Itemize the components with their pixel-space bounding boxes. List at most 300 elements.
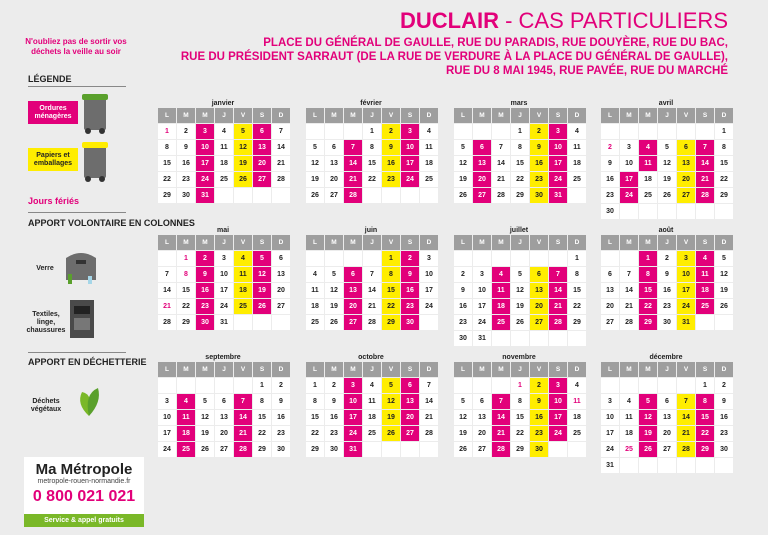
day-cell: 11 <box>568 394 586 409</box>
day-cell: 6 <box>272 251 290 266</box>
empty-cell <box>420 315 438 330</box>
day-cell: 3 <box>473 267 491 282</box>
day-cell: 3 <box>549 124 567 139</box>
day-cell: 24 <box>549 172 567 187</box>
day-cell: 18 <box>215 156 233 171</box>
weekday-header: D <box>568 362 586 377</box>
day-cell: 28 <box>492 442 510 457</box>
day-cell: 18 <box>492 299 510 314</box>
day-cell: 1 <box>177 251 195 266</box>
day-cell: 22 <box>511 172 529 187</box>
day-cell: 27 <box>272 299 290 314</box>
empty-cell <box>401 442 419 457</box>
grey-bin-icon <box>82 92 110 134</box>
day-cell: 31 <box>344 442 362 457</box>
day-cell: 3 <box>158 394 176 409</box>
month-grid <box>601 235 733 330</box>
day-cell: 10 <box>473 283 491 298</box>
day-cell: 3 <box>677 251 695 266</box>
day-cell: 3 <box>344 378 362 393</box>
day-cell: 29 <box>382 315 400 330</box>
day-cell: 13 <box>530 283 548 298</box>
day-cell: 11 <box>177 410 195 425</box>
day-cell: 23 <box>454 315 472 330</box>
empty-cell <box>492 331 510 346</box>
weekday-header: M <box>639 108 657 123</box>
day-cell: 10 <box>344 394 362 409</box>
day-cell: 8 <box>306 394 324 409</box>
day-cell: 8 <box>177 267 195 282</box>
empty-cell <box>639 458 657 473</box>
day-cell: 28 <box>420 426 438 441</box>
month-9 <box>306 353 436 457</box>
day-cell: 24 <box>401 172 419 187</box>
weekday-header: S <box>549 108 567 123</box>
weekday-header: L <box>454 362 472 377</box>
empty-cell <box>272 188 290 203</box>
day-cell: 6 <box>401 378 419 393</box>
weekday-header: M <box>325 362 343 377</box>
day-cell: 21 <box>696 172 714 187</box>
logo-phone: 0 800 021 021 <box>32 488 136 505</box>
day-cell: 22 <box>696 426 714 441</box>
weekday-header: M <box>344 108 362 123</box>
empty-cell <box>568 442 586 457</box>
month-grid <box>158 108 290 203</box>
day-cell: 9 <box>177 140 195 155</box>
day-cell: 19 <box>325 299 343 314</box>
day-cell: 8 <box>511 140 529 155</box>
month-10 <box>454 353 584 457</box>
weekday-header: S <box>401 108 419 123</box>
weekday-header: D <box>420 362 438 377</box>
day-cell: 4 <box>639 140 657 155</box>
day-cell: 14 <box>549 283 567 298</box>
day-cell: 17 <box>601 426 619 441</box>
day-cell: 4 <box>306 267 324 282</box>
weekday-header: L <box>306 108 324 123</box>
day-cell: 22 <box>511 426 529 441</box>
empty-cell <box>620 378 638 393</box>
month-6 <box>454 226 584 346</box>
day-cell: 31 <box>677 315 695 330</box>
day-cell: 25 <box>696 299 714 314</box>
empty-cell <box>677 204 695 219</box>
weekday-header: D <box>272 108 290 123</box>
day-cell: 30 <box>601 204 619 219</box>
weekday-header: V <box>530 362 548 377</box>
empty-cell <box>234 378 252 393</box>
weekday-header: M <box>344 362 362 377</box>
day-cell: 4 <box>215 124 233 139</box>
empty-cell <box>549 331 567 346</box>
day-cell: 7 <box>344 140 362 155</box>
weekday-header: M <box>473 108 491 123</box>
day-cell: 25 <box>568 426 586 441</box>
empty-cell <box>158 378 176 393</box>
day-cell: 23 <box>272 426 290 441</box>
day-cell: 2 <box>658 251 676 266</box>
day-cell: 28 <box>363 315 381 330</box>
day-cell: 8 <box>363 140 381 155</box>
weekday-header: M <box>196 235 214 250</box>
day-cell: 28 <box>344 188 362 203</box>
month-grid <box>601 362 733 473</box>
day-cell: 25 <box>363 426 381 441</box>
empty-cell <box>158 251 176 266</box>
weekday-header: D <box>568 108 586 123</box>
day-cell: 22 <box>382 299 400 314</box>
day-cell: 21 <box>420 410 438 425</box>
month-grid <box>306 108 438 203</box>
day-cell: 23 <box>325 426 343 441</box>
day-cell: 2 <box>530 124 548 139</box>
day-cell: 30 <box>401 315 419 330</box>
day-cell: 2 <box>601 140 619 155</box>
weekday-header: L <box>306 235 324 250</box>
day-cell: 11 <box>215 140 233 155</box>
day-cell: 2 <box>530 378 548 393</box>
textile-container-icon <box>68 298 96 340</box>
day-cell: 7 <box>272 124 290 139</box>
day-cell: 24 <box>549 426 567 441</box>
day-cell: 24 <box>158 442 176 457</box>
empty-cell <box>530 331 548 346</box>
day-cell: 2 <box>401 251 419 266</box>
day-cell: 1 <box>158 124 176 139</box>
day-cell: 22 <box>363 172 381 187</box>
day-cell: 16 <box>196 283 214 298</box>
day-cell: 1 <box>568 251 586 266</box>
day-cell: 27 <box>401 426 419 441</box>
month-grid <box>306 235 438 330</box>
day-cell: 6 <box>677 140 695 155</box>
day-cell: 20 <box>272 283 290 298</box>
day-cell: 29 <box>158 188 176 203</box>
empty-cell <box>177 378 195 393</box>
day-cell: 8 <box>253 394 271 409</box>
day-cell: 29 <box>253 442 271 457</box>
day-cell: 2 <box>382 124 400 139</box>
day-cell: 19 <box>639 426 657 441</box>
weekday-header: M <box>492 362 510 377</box>
weekday-header: M <box>620 235 638 250</box>
decheterie-title: APPORT EN DÉCHETTERIE <box>28 357 147 367</box>
weekday-header: V <box>234 108 252 123</box>
weekday-header: M <box>196 362 214 377</box>
empty-cell <box>549 442 567 457</box>
weekday-header: M <box>196 108 214 123</box>
weekday-header: J <box>658 108 676 123</box>
day-cell: 13 <box>215 410 233 425</box>
day-cell: 16 <box>382 156 400 171</box>
empty-cell <box>234 315 252 330</box>
empty-cell <box>420 188 438 203</box>
day-cell: 6 <box>325 140 343 155</box>
day-cell: 21 <box>492 172 510 187</box>
weekday-header: J <box>658 362 676 377</box>
day-cell: 5 <box>715 251 733 266</box>
day-cell: 29 <box>511 442 529 457</box>
day-cell: 7 <box>420 378 438 393</box>
dechets-verts-label: Déchets végétaux <box>30 398 62 413</box>
day-cell: 14 <box>363 283 381 298</box>
day-cell: 4 <box>234 251 252 266</box>
weekday-header: J <box>511 362 529 377</box>
day-cell: 21 <box>677 426 695 441</box>
legend-title: LÉGENDE <box>28 74 72 84</box>
day-cell: 4 <box>420 124 438 139</box>
day-cell: 20 <box>601 299 619 314</box>
day-cell: 20 <box>473 426 491 441</box>
weekday-header: D <box>420 235 438 250</box>
day-cell: 16 <box>454 299 472 314</box>
empty-cell <box>658 458 676 473</box>
weekday-header: M <box>473 235 491 250</box>
day-cell: 25 <box>234 299 252 314</box>
title-city: DUCLAIR <box>399 8 499 33</box>
legend-papiers: Papiers et emballages <box>28 148 78 171</box>
day-cell: 20 <box>530 299 548 314</box>
day-cell: 8 <box>158 140 176 155</box>
day-cell: 27 <box>325 188 343 203</box>
day-cell: 31 <box>549 188 567 203</box>
day-cell: 13 <box>401 394 419 409</box>
day-cell: 3 <box>420 251 438 266</box>
textiles-label: Textiles, linge, chaussures <box>26 311 66 334</box>
month-5 <box>306 226 436 330</box>
day-cell: 12 <box>454 156 472 171</box>
day-cell: 29 <box>639 315 657 330</box>
day-cell: 13 <box>253 140 271 155</box>
empty-cell <box>454 251 472 266</box>
month-name: juillet <box>509 227 529 234</box>
day-cell: 14 <box>272 140 290 155</box>
day-cell: 7 <box>677 394 695 409</box>
empty-cell <box>715 458 733 473</box>
day-cell: 26 <box>325 315 343 330</box>
day-cell: 14 <box>344 156 362 171</box>
logo-url: metropole-rouen-normandie.fr <box>37 478 131 485</box>
day-cell: 19 <box>306 172 324 187</box>
weekday-header: J <box>658 235 676 250</box>
weekday-header: D <box>272 362 290 377</box>
day-cell: 5 <box>454 140 472 155</box>
month-name: octobre <box>358 354 384 361</box>
empty-cell <box>549 251 567 266</box>
weekday-header: L <box>158 362 176 377</box>
day-cell: 22 <box>306 426 324 441</box>
day-cell: 2 <box>325 378 343 393</box>
day-cell: 6 <box>473 394 491 409</box>
day-cell: 15 <box>253 410 271 425</box>
day-cell: 13 <box>325 156 343 171</box>
day-cell: 25 <box>177 442 195 457</box>
month-grid <box>306 362 438 457</box>
day-cell: 28 <box>272 172 290 187</box>
day-cell: 28 <box>677 442 695 457</box>
empty-cell <box>253 315 271 330</box>
day-cell: 10 <box>420 267 438 282</box>
weekday-header: S <box>549 235 567 250</box>
weekday-header: V <box>234 235 252 250</box>
month-name: novembre <box>502 354 536 361</box>
day-cell: 2 <box>454 267 472 282</box>
weekday-header: M <box>473 362 491 377</box>
day-cell: 9 <box>272 394 290 409</box>
day-cell: 8 <box>696 394 714 409</box>
day-cell: 28 <box>492 188 510 203</box>
day-cell: 18 <box>363 410 381 425</box>
empty-cell <box>568 188 586 203</box>
day-cell: 16 <box>658 283 676 298</box>
day-cell: 31 <box>473 331 491 346</box>
day-cell: 7 <box>696 140 714 155</box>
empty-cell <box>454 378 472 393</box>
day-cell: 20 <box>658 426 676 441</box>
day-cell: 1 <box>306 378 324 393</box>
month-grid <box>454 362 586 457</box>
day-cell: 1 <box>696 378 714 393</box>
month-name: mars <box>510 100 528 107</box>
day-cell: 16 <box>177 156 195 171</box>
day-cell: 5 <box>253 251 271 266</box>
month-name: décembre <box>649 354 683 361</box>
empty-cell <box>363 442 381 457</box>
day-cell: 11 <box>620 410 638 425</box>
day-cell: 25 <box>306 315 324 330</box>
month-name: février <box>360 100 382 107</box>
weekday-header: L <box>454 235 472 250</box>
day-cell: 12 <box>511 283 529 298</box>
weekday-header: J <box>215 362 233 377</box>
day-cell: 27 <box>658 442 676 457</box>
empty-cell <box>253 188 271 203</box>
day-cell: 2 <box>272 378 290 393</box>
day-cell: 27 <box>473 442 491 457</box>
day-cell: 12 <box>639 410 657 425</box>
day-cell: 5 <box>511 267 529 282</box>
empty-cell <box>401 188 419 203</box>
day-cell: 9 <box>601 156 619 171</box>
weekday-header: S <box>253 108 271 123</box>
day-cell: 26 <box>382 426 400 441</box>
day-cell: 12 <box>196 410 214 425</box>
day-cell: 23 <box>715 426 733 441</box>
day-cell: 18 <box>620 426 638 441</box>
day-cell: 30 <box>272 442 290 457</box>
empty-cell <box>530 251 548 266</box>
empty-cell <box>620 458 638 473</box>
day-cell: 27 <box>473 188 491 203</box>
day-cell: 16 <box>530 410 548 425</box>
day-cell: 20 <box>401 410 419 425</box>
weekday-header: M <box>344 235 362 250</box>
empty-cell <box>658 124 676 139</box>
empty-cell <box>306 251 324 266</box>
month-name: janvier <box>211 100 235 107</box>
empty-cell <box>601 378 619 393</box>
day-cell: 22 <box>253 426 271 441</box>
day-cell: 26 <box>454 188 472 203</box>
empty-cell <box>473 378 491 393</box>
day-cell: 3 <box>215 251 233 266</box>
day-cell: 18 <box>177 426 195 441</box>
day-cell: 13 <box>677 156 695 171</box>
day-cell: 7 <box>158 267 176 282</box>
month-0 <box>158 99 288 203</box>
empty-cell <box>696 124 714 139</box>
day-cell: 25 <box>492 315 510 330</box>
day-cell: 5 <box>234 124 252 139</box>
weekday-header: D <box>715 362 733 377</box>
day-cell: 4 <box>492 267 510 282</box>
day-cell: 19 <box>196 426 214 441</box>
weekday-header: L <box>306 362 324 377</box>
day-cell: 23 <box>401 299 419 314</box>
weekday-header: S <box>253 235 271 250</box>
day-cell: 12 <box>234 140 252 155</box>
day-cell: 23 <box>382 172 400 187</box>
glass-container-icon <box>62 248 100 286</box>
day-cell: 5 <box>639 394 657 409</box>
day-cell: 12 <box>715 267 733 282</box>
day-cell: 26 <box>639 442 657 457</box>
weekday-header: M <box>325 108 343 123</box>
day-cell: 12 <box>306 156 324 171</box>
month-name: septembre <box>205 354 241 361</box>
empty-cell <box>363 188 381 203</box>
day-cell: 11 <box>363 394 381 409</box>
day-cell: 7 <box>549 267 567 282</box>
empty-cell <box>639 204 657 219</box>
day-cell: 14 <box>492 410 510 425</box>
day-cell: 9 <box>715 394 733 409</box>
day-cell: 2 <box>715 378 733 393</box>
empty-cell <box>696 204 714 219</box>
day-cell: 27 <box>601 315 619 330</box>
day-cell: 26 <box>715 299 733 314</box>
day-cell: 11 <box>234 267 252 282</box>
day-cell: 5 <box>454 394 472 409</box>
day-cell: 10 <box>158 410 176 425</box>
day-cell: 15 <box>715 156 733 171</box>
street-list <box>181 36 728 78</box>
weekday-header: L <box>601 235 619 250</box>
day-cell: 11 <box>420 140 438 155</box>
day-cell: 30 <box>715 442 733 457</box>
month-8 <box>158 353 288 457</box>
weekday-header: V <box>677 108 695 123</box>
day-cell: 4 <box>620 394 638 409</box>
month-grid <box>158 362 290 457</box>
day-cell: 21 <box>158 299 176 314</box>
street-line: PLACE DU GÉNÉRAL DE GAULLE, RUE DU PARADIS, RUE DOUYÈRE, RUE DU BAC, <box>263 37 728 49</box>
page-title <box>400 8 728 34</box>
day-cell: 9 <box>530 140 548 155</box>
weekday-header: J <box>363 362 381 377</box>
day-cell: 12 <box>454 410 472 425</box>
day-cell: 22 <box>639 299 657 314</box>
day-cell: 25 <box>215 172 233 187</box>
empty-cell <box>234 188 252 203</box>
day-cell: 29 <box>696 442 714 457</box>
day-cell: 25 <box>568 172 586 187</box>
day-cell: 1 <box>253 378 271 393</box>
weekday-header: L <box>601 108 619 123</box>
empty-cell <box>677 378 695 393</box>
day-cell: 30 <box>454 331 472 346</box>
